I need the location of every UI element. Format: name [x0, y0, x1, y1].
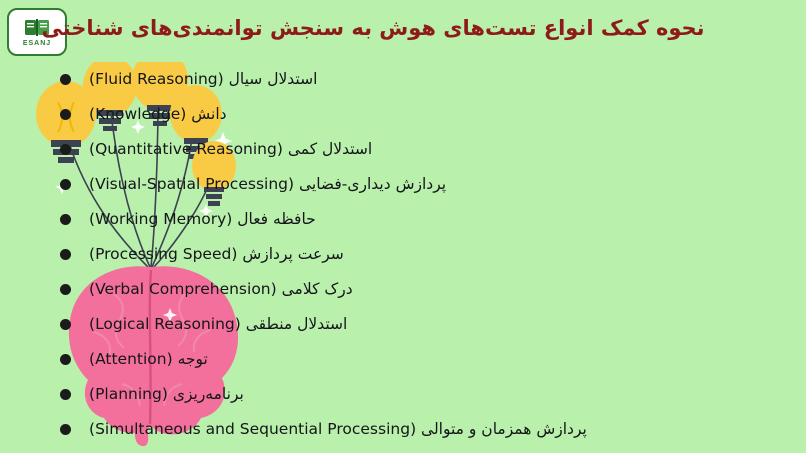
- bullet-icon: [60, 424, 71, 435]
- bullet-icon: [60, 319, 71, 330]
- bullet-icon: [60, 144, 71, 155]
- list-item: [46, 342, 806, 377]
- list-item-label: سرعت پردازش (Processing Speed): [89, 245, 344, 264]
- bullet-icon: [60, 109, 71, 120]
- bullet-icon: [60, 74, 71, 85]
- list-item-label: توجه (Attention): [89, 350, 208, 369]
- list-item-label: استدلال منطقی (Logical Reasoning): [89, 315, 348, 334]
- list-item: [46, 132, 806, 167]
- list-item-label: پردازش دیداری-فضایی (Visual-Spatial Processing): [89, 175, 447, 194]
- list-item: [46, 62, 806, 97]
- bullet-icon: [60, 354, 71, 365]
- list-item-label: استدلال سیال (Fluid Reasoning): [89, 70, 318, 89]
- list-item-label: پردازش همزمان و متوالی (Simultaneous and Sequential Processing): [89, 420, 587, 439]
- list-item: [46, 412, 806, 447]
- list-item: [46, 272, 806, 307]
- list-item: [46, 97, 806, 132]
- bullet-icon: [60, 389, 71, 400]
- list-item-label: برنامه‌ریزی (Planning): [89, 385, 244, 404]
- bullet-icon: [60, 284, 71, 295]
- list-item-label: حافظه فعال (Working Memory): [89, 210, 316, 229]
- bullet-icon: [60, 214, 71, 225]
- list-item-label: دانش (Knowledge): [89, 105, 227, 124]
- list-item-label: استدلال کمی (Quantitative Reasoning): [89, 140, 373, 159]
- list-item: [46, 237, 806, 272]
- list-item: [46, 307, 806, 342]
- list-item: [46, 377, 806, 412]
- list-item: [46, 202, 806, 237]
- bullet-icon: [60, 249, 71, 260]
- list-item: [46, 167, 806, 202]
- logo-text: ESANJ: [22, 40, 52, 47]
- list-item-label: درک کلامی (Verbal Comprehension): [89, 280, 353, 299]
- bullet-icon: [60, 179, 71, 190]
- cognitive-abilities-list: [46, 62, 806, 447]
- page-title: نحوه کمک انواع تست‌های هوش به سنجش توانمندی‌های شناختی: [41, 16, 705, 40]
